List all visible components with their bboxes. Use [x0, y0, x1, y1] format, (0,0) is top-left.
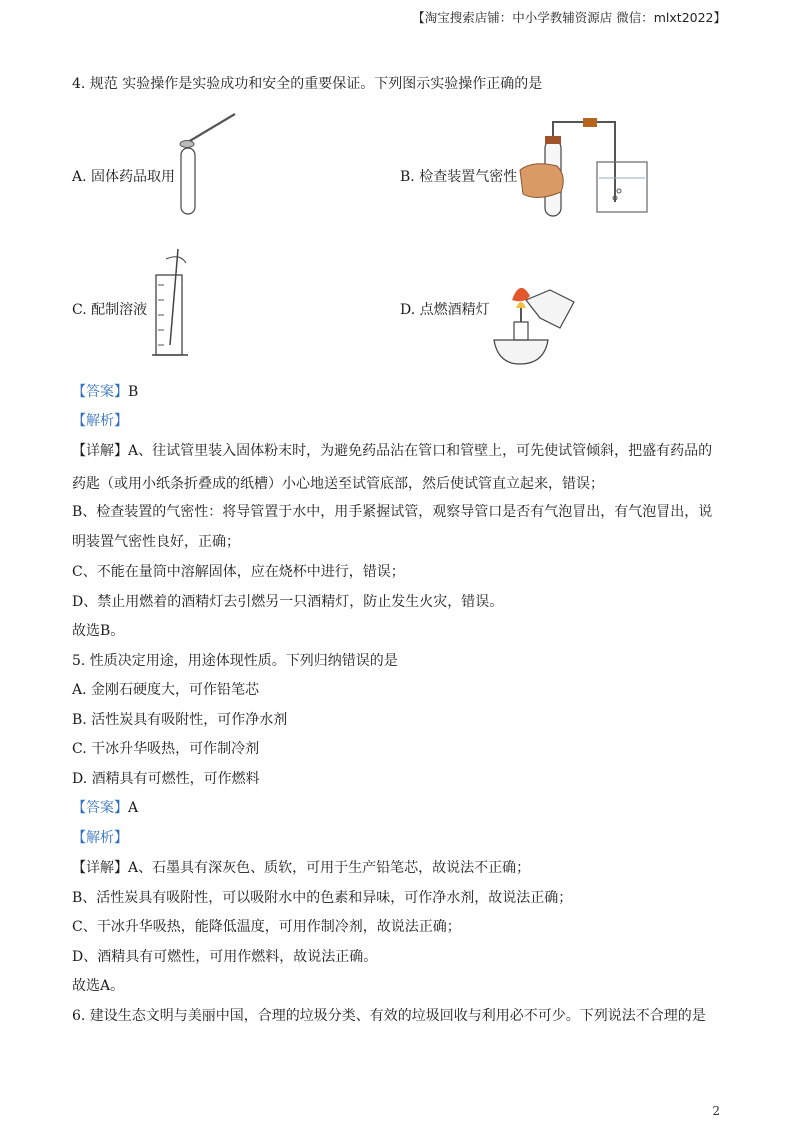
- figure-graduated-cylinder: [150, 245, 200, 360]
- q4-stem: 4. 规范 实验操作是实验成功和安全的重要保证。下列图示实验操作正确的是: [72, 76, 543, 92]
- q4-analysis-tag: [72, 411, 128, 431]
- q6-stem: 6. 建设生态文明与美丽中国，合理的垃圾分类、有效的垃圾回收与利用必不可少。下列说法不合理的是: [72, 1008, 706, 1024]
- q5-answer-value: A: [128, 800, 139, 816]
- figure-airtightness-check: [515, 112, 650, 222]
- q4-option-a: A. 固体药品取用: [72, 169, 176, 185]
- q4-detail-line-3: B、检查装置的气密性：将导管置于水中，用手紧握试管，观察导管口是否有气泡冒出，有气泡冒出，说: [72, 504, 713, 520]
- q5-option-c: C. 干冰升华吸热，可作制冷剂: [72, 741, 260, 757]
- q4-answer-value: B: [128, 384, 139, 400]
- q5-detail-text-1: A、石墨具有深灰色、质软，可用于生产铅笔芯，故说法不正确；: [128, 860, 531, 876]
- q4-answer-tag: 【答案】: [72, 384, 128, 400]
- q4-answer: [72, 382, 138, 402]
- q5-detail-line-2: B、活性炭具有吸附性，可以吸附水中的色素和异味，可作净水剂，故说法正确；: [72, 890, 573, 906]
- q4-option-b: B. 检查装置气密性: [400, 169, 518, 185]
- q4-detail-line-5: C、不能在量筒中溶解固体，应在烧杯中进行，错误；: [72, 564, 405, 580]
- figure-spoon-test-tube: [175, 108, 245, 218]
- q4-detail-line-6: D、禁止用燃着的酒精灯去引燃另一只酒精灯，防止发生火灾，错误。: [72, 594, 504, 610]
- q4-analysis-label: 【解析】: [72, 413, 128, 429]
- q5-detail-line-1: [72, 858, 530, 878]
- page-number: 2: [712, 1104, 720, 1118]
- q5-detail-tag: 【详解】: [72, 860, 128, 876]
- q5-option-b: B. 活性炭具有吸附性，可作净水剂: [72, 712, 288, 728]
- q4-detail-tag: 【详解】: [72, 443, 128, 459]
- q5-stem: 5. 性质决定用途，用途体现性质。下列归纳错误的是: [72, 653, 398, 669]
- page-header-watermark: 【淘宝搜索店铺：中小学教辅资源店 微信：mlxt2022】: [412, 10, 726, 25]
- q4-option-c: C. 配制溶液: [72, 302, 148, 318]
- q4-detail-line-2: 药匙（或用小纸条折叠成的纸槽）小心地送至试管底部，然后使试管直立起来，错误；: [72, 476, 604, 492]
- q4-detail-line-4: 明装置气密性良好，正确；: [72, 534, 240, 550]
- q5-detail-line-4: D、酒精具有可燃性，可用作燃料，故说法正确。: [72, 949, 378, 965]
- q5-answer: [72, 798, 138, 818]
- q4-detail-line-1: [72, 441, 712, 461]
- q5-analysis-tag: [72, 828, 128, 848]
- q4-option-d: D. 点燃酒精灯: [400, 302, 490, 318]
- q5-conclusion: 故选A。: [72, 978, 125, 994]
- q5-analysis-label: 【解析】: [72, 830, 128, 846]
- q5-answer-tag: 【答案】: [72, 800, 128, 816]
- figure-alcohol-lamp: [490, 278, 585, 368]
- q4-conclusion: 故选B。: [72, 623, 125, 639]
- q5-option-a: A. 金刚石硬度大，可作铅笔芯: [72, 682, 260, 698]
- q5-detail-line-3: C、干冰升华吸热，能降低温度，可用作制冷剂，故说法正确；: [72, 919, 461, 935]
- q5-option-d: D. 酒精具有可燃性，可作燃料: [72, 771, 260, 787]
- q4-detail-text-1: A、往试管里装入固体粉末时，为避免药品沾在管口和管壁上，可先使试管倾斜，把盛有药品的: [128, 443, 713, 459]
